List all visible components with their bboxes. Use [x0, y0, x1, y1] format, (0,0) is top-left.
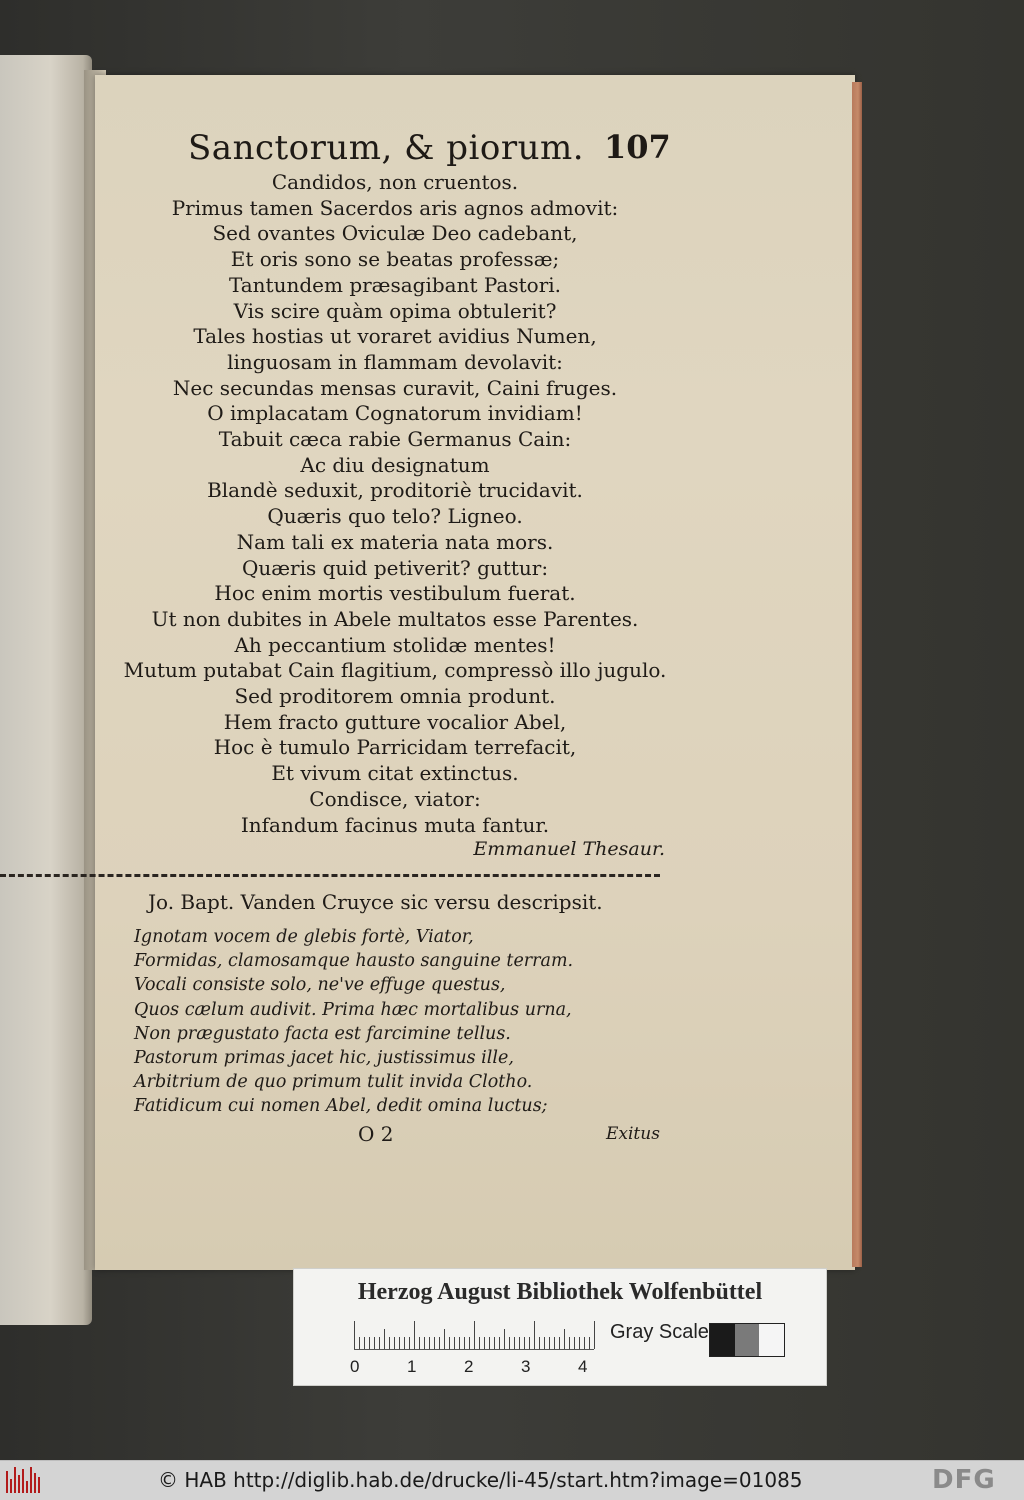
- ruler-tick: [439, 1337, 440, 1349]
- running-header: Sanctorum, & piorum.: [188, 128, 585, 168]
- epitaph-line: Vis scire quàm opima obtulerit?: [233, 298, 557, 323]
- logo-bar: [26, 1481, 28, 1493]
- ruler-tick: [579, 1337, 580, 1349]
- section-heading: Jo. Bapt. Vanden Cruyce sic versu descripsit.: [148, 890, 603, 914]
- catchword: Exitus: [606, 1124, 660, 1144]
- ruler-tick: [389, 1337, 390, 1349]
- ruler-tick: [374, 1337, 375, 1349]
- epitaph-line: Blandè seduxit, proditoriè trucidavit.: [207, 478, 583, 503]
- swatch-gray: [735, 1324, 760, 1356]
- epitaph-line: linguosam in flammam devolavit:: [227, 349, 563, 374]
- ruler-tick: [434, 1337, 435, 1349]
- ruler-tick: [544, 1337, 545, 1349]
- ruler-tick: [394, 1337, 395, 1349]
- ruler-tick: [589, 1337, 590, 1349]
- dfg-logo[interactable]: DFG: [932, 1465, 996, 1495]
- ruler-tick: [384, 1329, 385, 1349]
- ruler-tick: [404, 1337, 405, 1349]
- epitaph-line: O implacatam Cognatorum invidiam!: [207, 401, 583, 426]
- ruler-tick: [424, 1337, 425, 1349]
- epitaph-line: Infandum facinus muta fantur.: [240, 812, 550, 837]
- ruler-tick: [474, 1321, 475, 1349]
- epitaph-line: Et vivum citat extinctus.: [271, 761, 519, 786]
- facing-page-edge: [0, 55, 92, 1325]
- ruler-number: 0: [350, 1357, 360, 1376]
- copyright-link[interactable]: © HAB http://diglib.hab.de/drucke/li-45/start.htm?image=01085: [158, 1468, 803, 1492]
- ruler-tick: [519, 1337, 520, 1349]
- hab-logo-icon[interactable]: [6, 1467, 44, 1493]
- epitaph-line: Primus tamen Sacerdos aris agnos admovit:: [171, 195, 619, 220]
- ruler-tick: [499, 1337, 500, 1349]
- ruler-number: 2: [464, 1357, 474, 1376]
- ruler-number: 4: [578, 1357, 588, 1376]
- ruler-tick: [594, 1321, 595, 1349]
- ruler-tick: [584, 1337, 585, 1349]
- epitaph-line: Tantundem præsagibant Pastori.: [228, 272, 562, 297]
- ruler-tick: [549, 1337, 550, 1349]
- epitaph-line: Ah peccantium stolidæ mentes!: [234, 632, 556, 657]
- epitaph-line: Quæris quo telo? Ligneo.: [267, 504, 523, 529]
- epitaph-author: Emmanuel Thesaur.: [473, 838, 665, 860]
- verse-line: Ignotam vocem de glebis fortè, Viator,: [134, 927, 474, 947]
- epitaph-line: Quæris quid petiverit? guttur:: [241, 555, 549, 580]
- gray-scale-label: Gray Scale: [610, 1321, 709, 1343]
- verse-line: Pastorum primas jacet hic, justissimus ille,: [134, 1048, 514, 1068]
- ruler-tick: [509, 1337, 510, 1349]
- ruler-tick: [554, 1337, 555, 1349]
- epitaph-line: Et oris sono se beatas professæ;: [230, 247, 560, 272]
- ruler-tick: [359, 1337, 360, 1349]
- ruler-tick: [429, 1337, 430, 1349]
- logo-bar: [38, 1477, 40, 1493]
- ruler-tick: [454, 1337, 455, 1349]
- logo-bar: [34, 1473, 36, 1493]
- library-name: Herzog August Bibliothek Wolfenbüttel: [357, 1279, 763, 1305]
- ruler-tick: [419, 1337, 420, 1349]
- logo-bar: [18, 1475, 20, 1493]
- logo-bar: [30, 1467, 32, 1493]
- epitaph-line: Ut non dubites in Abele multatos esse Parentes.: [151, 606, 639, 631]
- epitaph-line: Tales hostias ut voraret avidius Numen,: [193, 324, 597, 349]
- logo-bar: [14, 1467, 16, 1493]
- epitaph-line: Sed proditorem omnia produnt.: [234, 684, 556, 708]
- ruler-tick: [409, 1337, 410, 1349]
- epitaph-line: Tabuit cæca rabie Germanus Cain:: [218, 427, 572, 451]
- epitaph-line: Ac diu designatum: [300, 452, 490, 477]
- ruler-tick: [399, 1337, 400, 1349]
- epitaph-line: Nam tali ex materia nata mors.: [236, 529, 554, 554]
- ruler-tick: [569, 1337, 570, 1349]
- epitaph-line: Condisce, viator:: [309, 786, 481, 811]
- ruler-tick: [489, 1337, 490, 1349]
- ruler-tick: [369, 1337, 370, 1349]
- ruler-tick: [539, 1337, 540, 1349]
- ruler-tick: [559, 1337, 560, 1349]
- ruler-tick: [574, 1337, 575, 1349]
- epitaph-line: Mutum putabat Cain flagitium, compressò illo jugulo.: [123, 658, 667, 683]
- ruler-tick: [484, 1337, 485, 1349]
- ruler-tick: [464, 1337, 465, 1349]
- swatch-white: [759, 1324, 784, 1356]
- epitaph-line: Candidos, non cruentos.: [271, 170, 519, 194]
- verse-line: Fatidicum cui nomen Abel, dedit omina luctus;: [134, 1096, 548, 1117]
- ruler-tick: [459, 1337, 460, 1349]
- ruler-tick: [449, 1337, 450, 1349]
- verse-line: Non prægustato facta est farcimine tellus.: [134, 1023, 511, 1044]
- ruler-tick: [494, 1337, 495, 1349]
- library-color-target: [293, 1268, 827, 1386]
- swatch-black: [710, 1324, 735, 1356]
- epitaph-line: Nec secundas mensas curavit, Caini fruges.: [172, 375, 618, 400]
- verse-line: Arbitrium de quo primum tulit invida Clotho.: [134, 1072, 533, 1093]
- logo-bar: [10, 1479, 12, 1493]
- gray-scale-swatches: [709, 1323, 785, 1357]
- ruler-tick: [529, 1337, 530, 1349]
- section-divider-rule: [0, 874, 660, 877]
- epitaph-line: Hem fracto gutture vocalior Abel,: [223, 709, 567, 734]
- ruler-tick: [469, 1337, 470, 1349]
- ruler-tick: [524, 1337, 525, 1349]
- ruler-tick: [364, 1337, 365, 1349]
- page-fore-edge: [852, 82, 862, 1267]
- ruler-tick: [414, 1321, 415, 1349]
- verse-line: Quos cælum audivit. Prima hæc mortalibus urna,: [134, 999, 572, 1020]
- epitaph-line: Sed ovantes Oviculæ Deo cadebant,: [212, 221, 578, 246]
- viewer-footer: [0, 1460, 1024, 1500]
- signature-mark: O 2: [358, 1122, 394, 1146]
- page-number: 107: [604, 128, 671, 166]
- ruler-tick: [534, 1321, 535, 1349]
- epitaph-line: Hoc enim mortis vestibulum fuerat.: [214, 581, 576, 606]
- ruler-tick: [379, 1337, 380, 1349]
- epitaph-line: Hoc è tumulo Parricidam terrefacit,: [213, 735, 577, 760]
- scale-ruler: [354, 1321, 594, 1350]
- verse-line: Formidas, clamosamque hausto sanguine terram.: [134, 951, 574, 972]
- ruler-number: 3: [521, 1357, 531, 1376]
- ruler-tick: [444, 1329, 445, 1349]
- ruler-tick: [514, 1337, 515, 1349]
- logo-bar: [22, 1469, 24, 1493]
- verse-line: Vocali consiste solo, ne've effuge questus,: [134, 975, 506, 996]
- ruler-number: 1: [407, 1357, 417, 1376]
- logo-bar: [6, 1471, 8, 1493]
- ruler-tick: [504, 1329, 505, 1349]
- ruler-tick: [479, 1337, 480, 1349]
- ruler-tick: [564, 1329, 565, 1349]
- ruler-tick: [354, 1321, 355, 1349]
